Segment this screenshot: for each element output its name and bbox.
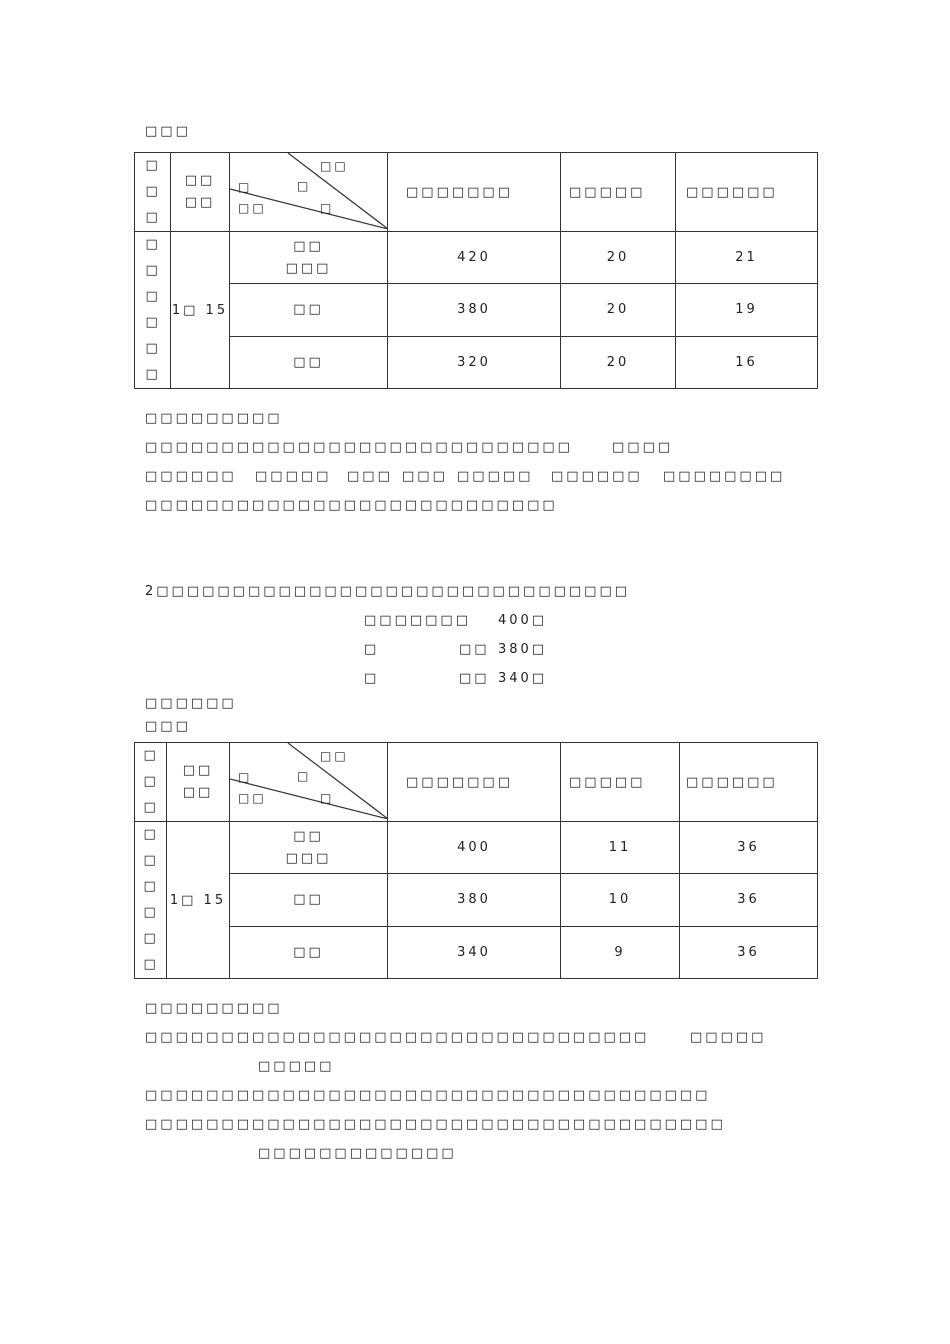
section2-para-line1-tail: □□□□□ <box>690 1030 767 1045</box>
header-col2: □□ □□ <box>167 743 230 822</box>
row-value-a: 400 <box>388 822 561 874</box>
section2-para-line1: □□□□□□□□□□□□□□□□□□□□□□□□□□□□□□□□□ <box>145 1030 650 1045</box>
section2-label: □□□ <box>145 719 191 734</box>
section1-para-line2-seg: □□□□□□ <box>551 469 643 484</box>
section2-para-line5: □□□□□□□□□□□□□ <box>258 1146 457 1161</box>
diag-left: □ <box>238 180 253 194</box>
price-row-3-left: □ <box>364 671 380 686</box>
diag-mid: □ <box>297 769 312 783</box>
section1-para-line2-seg: □□□ <box>402 469 448 484</box>
row-value-c: 36 <box>680 874 818 926</box>
header-col4: □□□□□□□ <box>388 743 561 822</box>
header-col5: □□□□□ <box>561 153 676 232</box>
row-value-a: 340 <box>388 926 561 978</box>
section2-para-line3: □□□□□□□□□□□□□□□□□□□□□□□□□□□□□□□□□□□□□ <box>145 1088 711 1103</box>
row-name: □□ <box>230 874 388 926</box>
row-name: □□ □□□ <box>230 822 388 874</box>
price-row-2-right: 380□ <box>498 642 548 657</box>
row-value-c: 19 <box>676 284 818 336</box>
diag-bottom-left: □□ <box>238 201 267 215</box>
diag-left: □ <box>238 770 253 784</box>
diag-top: □□ <box>320 749 349 763</box>
row-value-c: 21 <box>676 232 818 284</box>
diagonal-header-cell <box>230 153 388 232</box>
row-value-b: 20 <box>561 284 676 336</box>
section2-para-line4: □□□□□□□□□□□□□□□□□□□□□□□□□□□□□□□□□□□□□□ <box>145 1117 726 1132</box>
row-value-b: 11 <box>561 822 680 874</box>
price-row-1-left: □□□□□□□ <box>364 613 471 628</box>
row-value-a: 420 <box>388 232 561 284</box>
section2-para-line2: □□□□□ <box>258 1059 335 1074</box>
header-col6: □□□□□□ <box>680 743 818 822</box>
section1-para-line2-seg: □□□□□ <box>255 469 332 484</box>
section1-para-line1-tail: □□□□ <box>612 440 674 455</box>
row-value-b: 9 <box>561 926 680 978</box>
section1-para-title: □□□□□□□□□ <box>145 411 283 426</box>
price-row-3-mid: □□ <box>459 671 490 686</box>
row-name: □□ <box>230 336 388 388</box>
row-value-c: 36 <box>680 822 818 874</box>
range-cell: 1□ 15 <box>171 232 230 389</box>
price-row-2-mid: □□ <box>459 642 490 657</box>
row-value-a: 380 <box>388 284 561 336</box>
section1-para-line3: □□□□□□□□□□□□□□□□□□□□□□□□□□□ <box>145 498 558 513</box>
header-col4: □□□□□□□ <box>388 153 561 232</box>
row-name: □□ <box>230 926 388 978</box>
diag-bottom-right: □ <box>320 791 335 805</box>
row-value-b: 10 <box>561 874 680 926</box>
header-col6: □□□□□□ <box>676 153 818 232</box>
header-col1: □□□ <box>135 743 167 822</box>
row-group-label: □□□□□□ <box>135 232 171 389</box>
row-value-c: 36 <box>680 926 818 978</box>
table-2 <box>134 742 818 979</box>
row-value-b: 20 <box>561 336 676 388</box>
row-value-a: 320 <box>388 336 561 388</box>
diagonal-header-cell <box>230 743 388 822</box>
price-row-3-right: 340□ <box>498 671 548 686</box>
section1-para-line2-seg: □□□ <box>347 469 393 484</box>
diag-mid: □ <box>297 179 312 193</box>
row-name: □□ <box>230 284 388 336</box>
header-col2: □□ □□ <box>171 153 230 232</box>
diag-top: □□ <box>320 159 349 173</box>
section2-note: □□□□□□ <box>145 696 237 711</box>
section1-para-line2-seg: □□□□□ <box>457 469 534 484</box>
header-col1: □□□ <box>135 153 171 232</box>
diag-bottom-left: □□ <box>238 791 267 805</box>
row-value-a: 380 <box>388 874 561 926</box>
row-value-b: 20 <box>561 232 676 284</box>
row-group-label: □□□□□□ <box>135 822 167 979</box>
section1-label: □□□ <box>145 124 191 139</box>
diag-bottom-right: □ <box>320 201 335 215</box>
section1-para-line1: □□□□□□□□□□□□□□□□□□□□□□□□□□□□ <box>145 440 573 455</box>
row-value-c: 16 <box>676 336 818 388</box>
section2-intro: 2□□□□□□□□□□□□□□□□□□□□□□□□□□□□□□□ <box>145 584 631 599</box>
section1-para-line2-seg: □□□□□□□□ <box>663 469 786 484</box>
range-cell: 1□ 15 <box>167 822 230 979</box>
row-name: □□ □□□ <box>230 232 388 284</box>
table-1 <box>134 152 818 389</box>
section2-para-title: □□□□□□□□□ <box>145 1001 283 1016</box>
header-col5: □□□□□ <box>561 743 680 822</box>
section1-para-line2-seg: □□□□□□ <box>145 469 237 484</box>
price-row-1-right: 400□ <box>498 613 548 628</box>
price-row-2-left: □ <box>364 642 380 657</box>
